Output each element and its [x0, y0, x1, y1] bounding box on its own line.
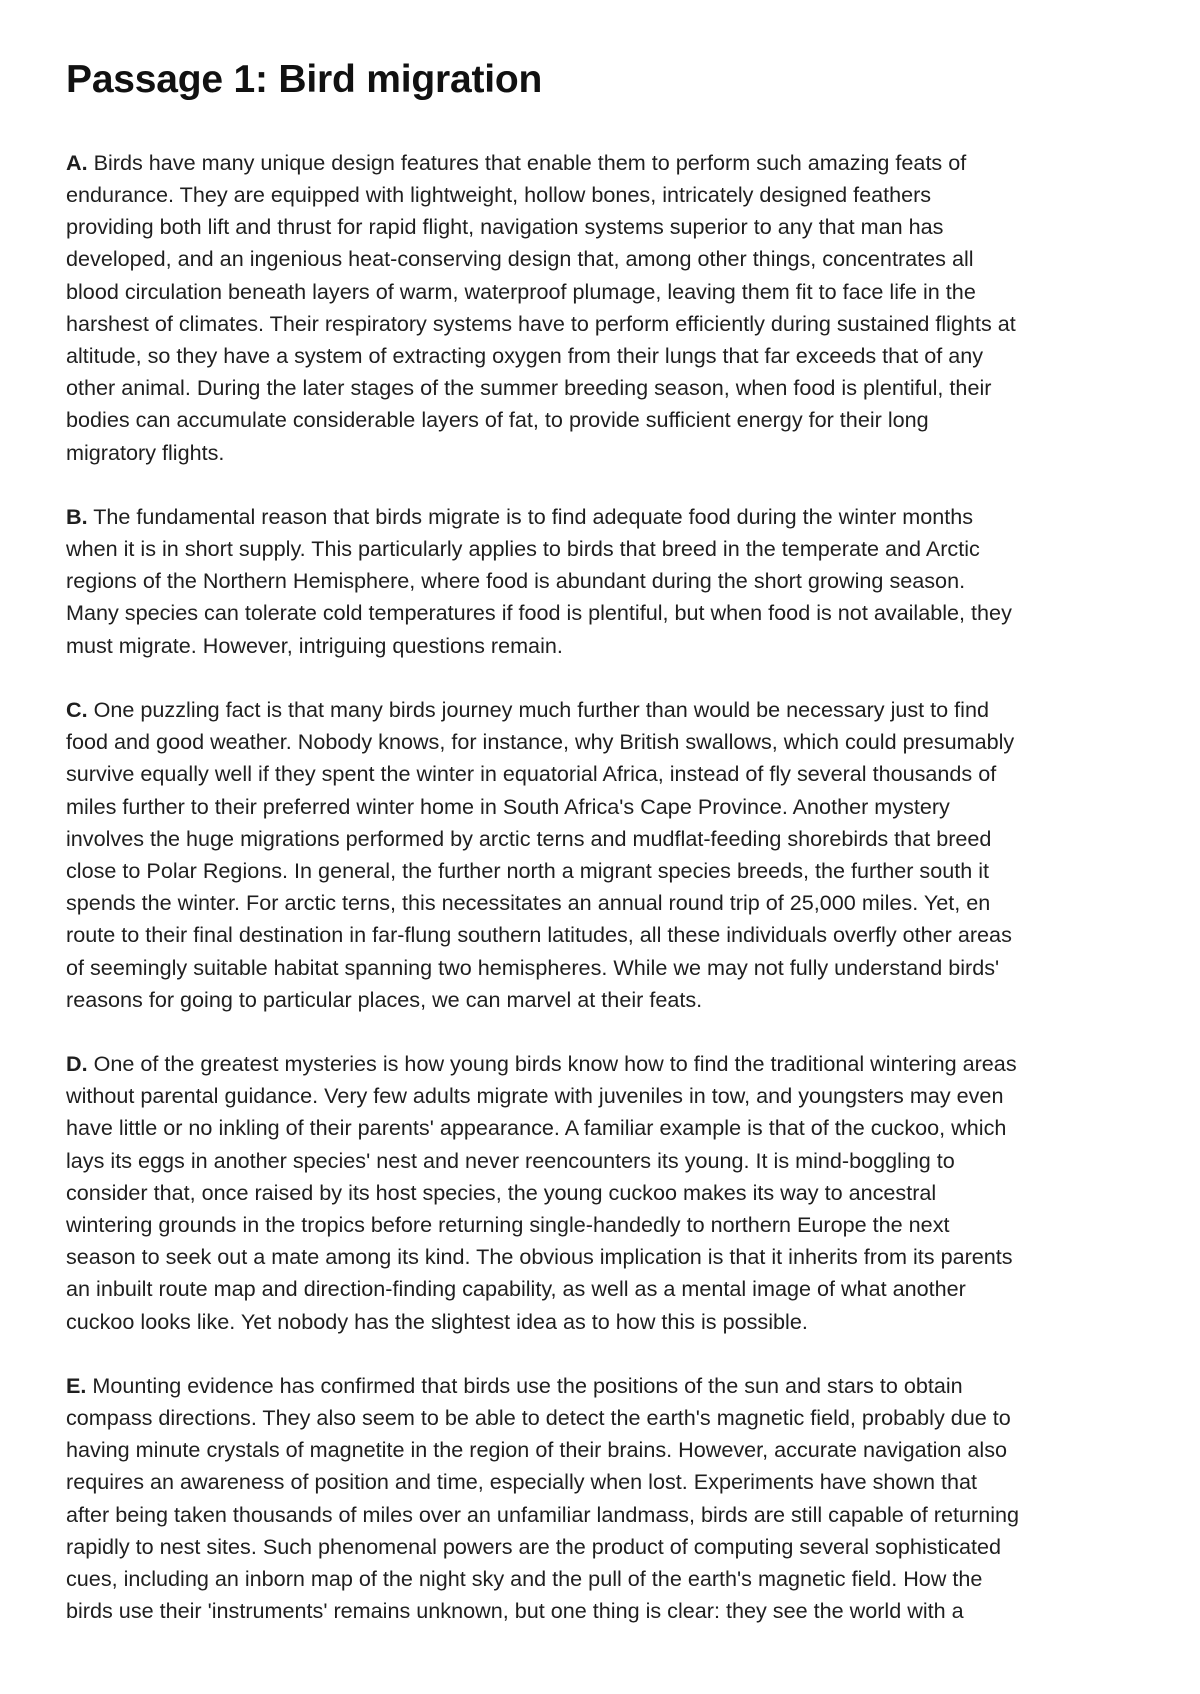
paragraph-line: developed, and an ingenious heat-conserving design that, among other things, concentrates all — [66, 246, 974, 272]
paragraph-e — [66, 1370, 1151, 1628]
paragraph-line: other animal. During the later stages of the summer breeding season, when food is plentiful, their — [66, 375, 992, 401]
paragraph-line: after being taken thousands of miles over an unfamiliar landmass, birds are still capable of returning — [66, 1501, 1020, 1527]
paragraph-line: route to their final destination in far-flung southern latitudes, all these individuals overfly other areas — [66, 922, 1012, 948]
paragraph-line: cuckoo looks like. Yet nobody has the slightest idea as to how this is possible. — [66, 1308, 808, 1334]
paragraph-line: involves the huge migrations performed by arctic terns and mudflat-feeding shorebirds that breed — [66, 825, 992, 851]
paragraph-line: cues, including an inborn map of the night sky and the pull of the earth's magnetic field. How the — [66, 1565, 983, 1591]
paragraph-label: E. — [66, 1372, 87, 1398]
paragraph-line — [66, 1370, 1151, 1402]
paragraph-c — [66, 694, 1151, 1016]
paragraph-line: an inbuilt route map and direction-finding capability, as well as a mental image of what another — [66, 1276, 966, 1302]
paragraph-text: Birds have many unique design features that enable them to perform such amazing feats of — [87, 149, 967, 175]
paragraph-line: food and good weather. Nobody knows, for instance, why British swallows, which could presumably — [66, 729, 1015, 755]
paragraph-line — [66, 1048, 1151, 1080]
paragraph-line: regions of the Northern Hemisphere, where food is abundant during the short growing season. — [66, 568, 966, 594]
paragraph-line: miles further to their preferred winter home in South Africa's Cape Province. Another mystery — [66, 793, 950, 819]
passage-body — [66, 147, 1200, 1628]
paragraph-line: blood circulation beneath layers of warm, waterproof plumage, leaving them fit to face life in the — [66, 278, 976, 304]
paragraph-line: requires an awareness of position and time, especially when lost. Experiments have shown that — [66, 1469, 978, 1495]
paragraph-label: D. — [66, 1050, 88, 1076]
paragraph-line — [66, 147, 1151, 179]
paragraph-line: survive equally well if they spent the winter in equatorial Africa, instead of fly several thousands of — [66, 761, 997, 787]
paragraph-line: when it is in short supply. This particularly applies to birds that breed in the temperate and Arctic — [66, 536, 980, 562]
paragraph-b — [66, 501, 1151, 662]
paragraph-line: spends the winter. For arctic terns, this necessitates an annual round trip of 25,000 miles. Yet, en — [66, 890, 991, 916]
paragraph-line: bodies can accumulate considerable layers of fat, to provide sufficient energy for their long — [66, 407, 929, 433]
paragraph-line: rapidly to nest sites. Such phenomenal powers are the product of computing several sophisticated — [66, 1533, 1002, 1559]
paragraph-line: season to seek out a mate among its kind. The obvious implication is that it inherits from its parents — [66, 1244, 1013, 1270]
paragraph-label: B. — [66, 503, 88, 529]
paragraph-label: C. — [66, 696, 88, 722]
paragraph-line — [66, 694, 1151, 726]
paragraph-line: altitude, so they have a system of extracting oxygen from their lungs that far exceeds that of any — [66, 343, 984, 369]
paragraph-line: close to Polar Regions. In general, the further north a migrant species breeds, the further south it — [66, 857, 990, 883]
paragraph-line: harshest of climates. Their respiratory systems have to perform efficiently during sustained flights at — [66, 310, 1016, 336]
paragraph-line: endurance. They are equipped with lightweight, hollow bones, intricately designed feathers — [66, 182, 932, 208]
paragraph-label: A. — [66, 149, 88, 175]
paragraph-line: consider that, once raised by its host species, the young cuckoo makes its way to ancestral — [66, 1179, 937, 1205]
paragraph-text: Mounting evidence has confirmed that birds use the positions of the sun and stars to obtain — [86, 1372, 963, 1398]
paragraph-line: having minute crystals of magnetite in the region of their brains. However, accurate navigation also — [66, 1437, 1008, 1463]
paragraph-line: wintering grounds in the tropics before returning single-handedly to northern Europe the next — [66, 1211, 950, 1237]
paragraph-line: lays its eggs in another species' nest and never reencounters its young. It is mind-boggling to — [66, 1147, 955, 1173]
paragraph-d — [66, 1048, 1151, 1338]
paragraph-line — [66, 501, 1151, 533]
paragraph-a — [66, 147, 1151, 469]
paragraph-text: One puzzling fact is that many birds journey much further than would be necessary just to find — [87, 696, 989, 722]
paragraph-line: of seemingly suitable habitat spanning two hemispheres. While we may not fully understand birds' — [66, 954, 1000, 980]
paragraph-text: The fundamental reason that birds migrate is to find adequate food during the winter months — [87, 503, 974, 529]
paragraph-line: without parental guidance. Very few adults migrate with juveniles in tow, and youngsters may even — [66, 1083, 1004, 1109]
paragraph-line: reasons for going to particular places, we can marvel at their feats. — [66, 986, 703, 1012]
passage-title: Passage 1: Bird migration — [66, 58, 543, 101]
paragraph-line: providing both lift and thrust for rapid flight, navigation systems superior to any that man has — [66, 214, 944, 240]
paragraph-line: compass directions. They also seem to be able to detect the earth's magnetic field, probably due to — [66, 1404, 1011, 1430]
paragraph-line: have little or no inkling of their parents' appearance. A familiar example is that of the cuckoo, which — [66, 1115, 1007, 1141]
paragraph-text: One of the greatest mysteries is how young birds know how to find the traditional wintering areas — [87, 1050, 1017, 1076]
paragraph-line: must migrate. However, intriguing questions remain. — [66, 632, 563, 658]
paragraph-line: migratory flights. — [66, 439, 225, 465]
paragraph-line: birds use their 'instruments' remains unknown, but one thing is clear: they see the world with a — [66, 1598, 964, 1624]
paragraph-line: Many species can tolerate cold temperatures if food is plentiful, but when food is not available, they — [66, 600, 1012, 626]
